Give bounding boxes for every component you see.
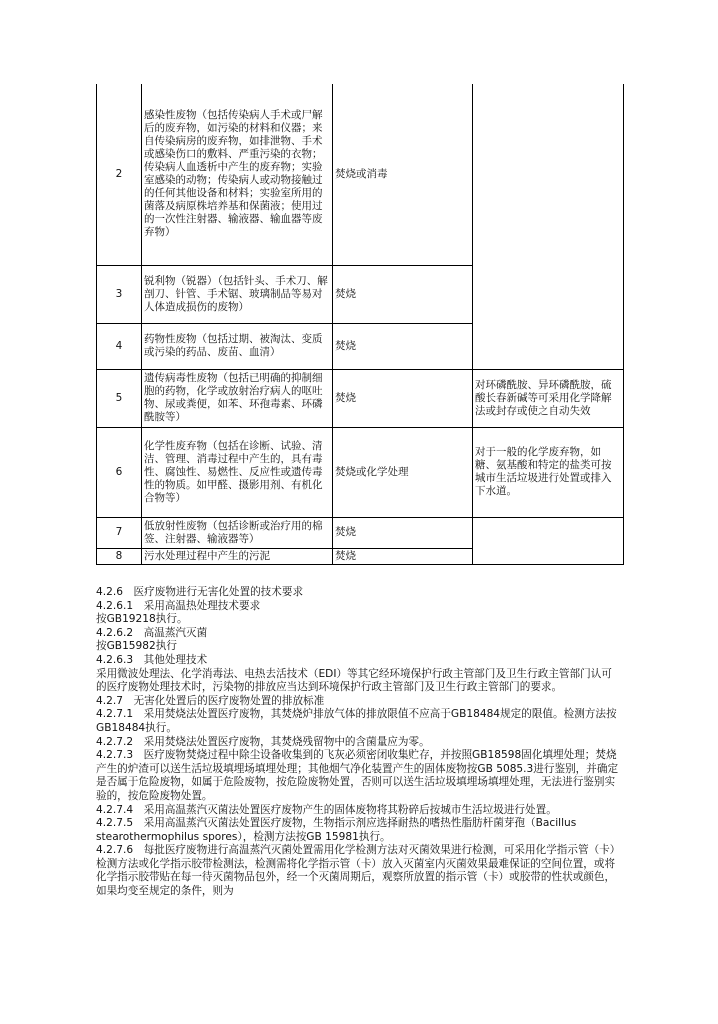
row-number: 5 [97,369,142,427]
disposal-method: 焚烧或消毒 [333,84,473,265]
row-number: 7 [97,517,142,548]
disposal-method: 焚烧 [333,265,473,323]
paragraph: 4.2.7.6 每批医疗废物进行高温蒸汽灭菌处置需用化学检测方法对灭菌效果进行检测，可采用化学指示管（卡）检测方法或化学指示胶带检测法，检测需将化学指示管（卡）放入灭菌室内灭菌效果最难保证的空间位置，或将化学指示胶带贴在每一待灭菌物品包外，经一个灭菌周期后，观察所放置的指示管（卡）或胶带的性状或颜色，如果均变至规定的条件，则为 [96,844,616,898]
paragraph: 4.2.7.2 采用焚烧法处置医疗废物，其焚烧残留物中的含菌量应为零。 [96,735,430,748]
table-row [97,427,624,517]
note-cell: 对环磷酰胺、异环磷酰胺，硫酸长春新碱等可采用化学降解法或封存或使之自动失效 [473,369,624,427]
table-row [97,369,624,427]
row-number: 8 [97,548,142,564]
waste-description: 遗传病毒性废物（包括已明确的抑制细胞的药物，化学或放射治疗病人的呕吐物、尿或粪便，如苯、环孢毒素、环磷酰胺等） [142,369,333,427]
row-number: 6 [97,427,142,517]
waste-description: 感染性废物（包括传染病人手术或尸解后的废弃物，如污染的材料和仪器；来自传染病房的废弃物，如排泄物、手术或感染伤口的敷料、严重污染的衣物；传染病人血透析中产生的废弃物；实验室感染的动物；传染病人或动物接触过的任何其他设备和材料；实验室所用的菌落及病原株培养基和保菌液；使用过的一次性注射器、输液器、输血器等废弃物） [142,84,333,265]
row-number: 2 [97,84,142,265]
note-cell [473,517,624,564]
subsection-heading: 4.2.6.3 其他处理技术 [96,653,208,666]
waste-description: 锐利物（锐器）（包括针头、手术刀、解剖刀、针管、手术锯、玻璃制品等易对人体造成损伤的废物） [142,265,333,323]
table-row [97,84,624,265]
waste-description: 污水处理过程中产生的污泥 [142,548,333,564]
disposal-method: 焚烧或化学处理 [333,427,473,517]
waste-description: 低放射性废物（包括诊断或治疗用的棉签、注射器、输液器等） [142,517,333,548]
disposal-method: 焚烧 [333,517,473,548]
subsection-heading: 4.2.6.1 采用高温热处理技术要求 [96,599,261,612]
waste-description: 药物性废物（包括过期、被淘汰、变质或污染的药品、废苗、血清） [142,323,333,369]
section-heading: 4.2.6 医疗废物进行无害化处置的技术要求 [96,586,304,598]
paragraph: 4.2.7.4 采用高温蒸汽灭菌法处置医疗废物产生的固体废物将其粉碎后按城市生活垃圾进行处置。 [96,803,557,816]
row-number: 3 [97,265,142,323]
paragraph: 采用微波处理法、化学消毒法、电热去活技术（EDI）等其它经环境保护行政主管部门及卫生行政主管部门认可的医疗废物处理技术时，污染物的排放应当达到环境保护行政主管部门及卫生行政主管部门的要求。 [96,667,612,694]
waste-table [96,84,624,565]
note-cell: 对于一般的化学废弃物，如糖、氨基酸和特定的盐类可按城市生活垃圾进行处置或排入下水道。 [473,427,624,517]
paragraph: 按GB19218执行。 [96,613,188,626]
subsection-heading: 4.2.6.2 高温蒸汽灭菌 [96,626,208,639]
table-row [97,517,624,548]
disposal-method: 焚烧 [333,369,473,427]
waste-description: 化学性废弃物（包括在诊断、试验、清洁、管理、消毒过程中产生的，具有毒性、腐蚀性、易燃性、反应性或遗传毒性的物质。如甲醛、摄影用剂、有机化合物等） [142,427,333,517]
disposal-method: 焚烧 [333,548,473,564]
paragraph: 4.2.7.1 采用焚烧法处置医疗废物，其焚烧炉排放气体的排放限值不应高于GB18484规定的限值。检测方法按GB18484执行。 [96,708,617,734]
row-number: 4 [97,323,142,369]
paragraph: 4.2.7.3 医疗废物焚烧过程中除尘设备收集到的飞灰必须密闭收集贮存，并按照GB18598固化填埋处理；焚烧产生的炉渣可以送生活垃圾填埋场填埋处理；其他烟气净化装置产生的固体废物按GB 5085.3进行鉴别，并确定是否属于危险废物，如属于危险废物，按危险废物处置，否则可以送生活垃圾填埋场填埋处理，无法进行鉴别实验的，按危险废物处置。 [96,749,619,802]
disposal-method: 焚烧 [333,323,473,369]
note-cell [473,84,624,369]
section-heading: 4.2.7 无害化处置后的医疗废物处置的排放标准 [96,694,325,707]
body-text [96,586,620,899]
paragraph: 按GB15982执行 [96,640,177,653]
paragraph: 4.2.7.5 采用高温蒸汽灭菌法处置医疗废物，生物指示剂应选择耐热的嗜热性脂肪杆菌芽孢（Bacillus stearothermophilus spores），检测方法按GB 15981执行。 [96,817,577,843]
